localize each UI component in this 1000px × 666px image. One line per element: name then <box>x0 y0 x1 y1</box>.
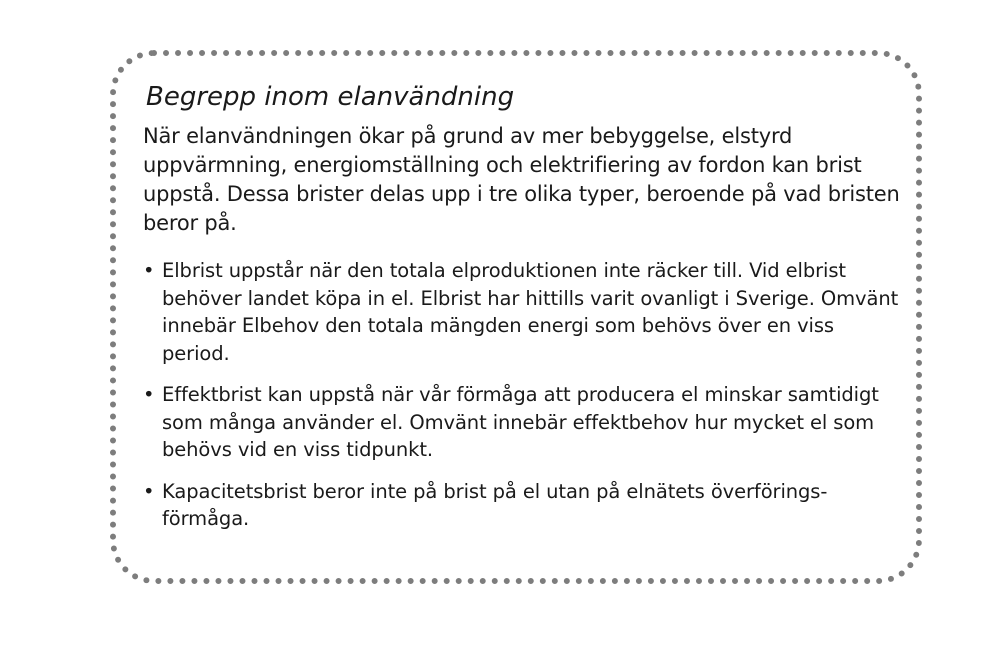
list-item-text: Elbrist uppstår när den totala elproduktionen inte räcker till. Vid elbrist behöver landet köpa in el. Elbrist har hittills varit ovanligt i Sverige. Omvänt innebär Elbehov den totala mängden energi som behövs över en viss period. <box>162 259 899 365</box>
list-item <box>143 478 903 533</box>
list-item-text: Kapacitetsbrist beror inte på brist på el utan på elnätets överförings-förmåga. <box>162 479 828 530</box>
bullet-dot: • <box>143 259 155 282</box>
bullet-list <box>143 257 903 547</box>
box-title: Begrepp inom elanvändning <box>146 82 515 112</box>
bullet-dot: • <box>143 479 155 503</box>
list-item-text: Effektbrist kan uppstå när vår förmåga att producera el minskar samtidigt som många använder el. Omvänt innebär effektbehov hur mycket el som behövs vid en viss tidpunkt. <box>162 383 879 461</box>
intro-paragraph: När elanvändningen ökar på grund av mer bebyggelse, elstyrd uppvärmning, energiomställning och elektrifiering av fordon kan brist uppstå. Dessa brister delas upp i tre olika typer, beroende på vad bristen beror på. <box>143 124 900 235</box>
list-item <box>143 381 903 464</box>
bullet-dot: • <box>143 383 155 406</box>
list-item <box>143 257 903 367</box>
